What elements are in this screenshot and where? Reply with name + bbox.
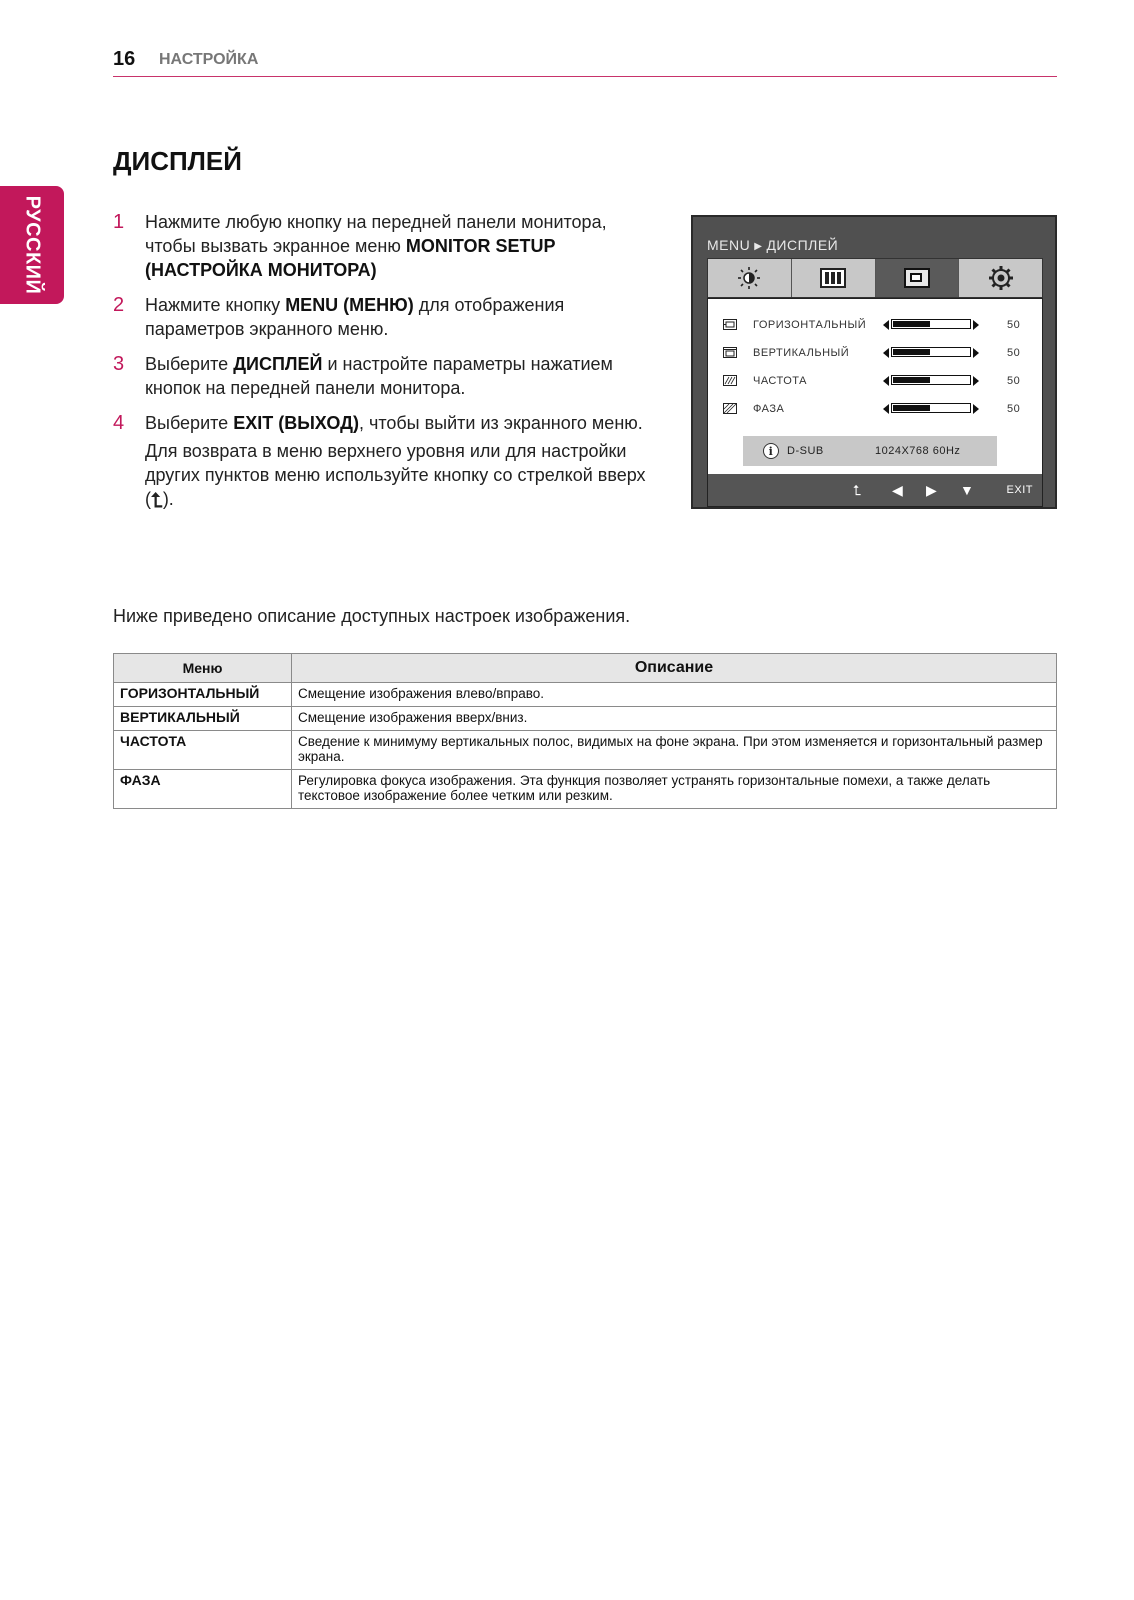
step-3 [113, 352, 653, 400]
page-title: ДИСПЛЕЙ [113, 146, 242, 176]
increase-arrow-icon[interactable] [973, 320, 979, 330]
decrease-arrow-icon[interactable] [883, 404, 889, 414]
step-1 [113, 210, 653, 282]
osd-resolution: 1024X768 60Hz [875, 445, 961, 457]
phase-icon [723, 403, 737, 414]
step-number: 1 [113, 211, 125, 233]
table-cell-description: Сведение к минимуму вертикальных полос, видимых на фоне экрана. При этом изменяется и горизонтальный размер экрана. [292, 731, 1057, 770]
step-bold-text: MENU (МЕНЮ) [285, 295, 414, 315]
table-cell-description: Регулировка фокуса изображения. Эта функция позволяет устранять горизонтальные помехи, а также делать текстовое изображение более четким или резким. [292, 770, 1057, 809]
info-icon: i [763, 443, 779, 459]
osd-row-label: ЧАСТОТА [753, 375, 807, 387]
osd-signal-info [743, 436, 997, 466]
table-cell-menu: ГОРИЗОНТАЛЬНЫЙ [114, 683, 292, 707]
intro-text: Ниже приведено описание доступных настроек изображения. [113, 606, 631, 626]
osd-level-fill [893, 405, 930, 411]
osd-level-fill [893, 377, 930, 383]
osd-level-bar[interactable] [891, 347, 971, 357]
step-text: Выберите [145, 413, 234, 433]
step-text: Нажмите кнопку [145, 295, 286, 315]
osd-row-horizontal [723, 318, 1023, 334]
osd-row-label: ФАЗА [753, 403, 785, 415]
language-side-tab [0, 186, 64, 304]
osd-breadcrumb-menu: MENU [707, 237, 751, 253]
table-row [114, 770, 1057, 809]
osd-row-phase [723, 402, 1023, 418]
step-2 [113, 293, 653, 341]
up-arrow-icon: ⮤ [151, 490, 163, 512]
step-text: Выберите [145, 354, 234, 374]
osd-row-label: ВЕРТИКАЛЬНЫЙ [753, 347, 850, 359]
vertical-icon [723, 347, 737, 358]
osd-level-bar[interactable] [891, 403, 971, 413]
osd-navigation-bar [707, 474, 1043, 507]
osd-exit-button[interactable]: EXIT [1006, 484, 1033, 496]
display-icon [904, 268, 930, 288]
osd-row-label: ГОРИЗОНТАЛЬНЫЙ [753, 319, 867, 331]
osd-input-source: D-SUB [787, 445, 824, 457]
column-header-description: Описание [292, 654, 1057, 683]
step-text: Нажмите любую кнопку на передней панели монитора, чтобы вызвать экранное меню [145, 212, 607, 256]
decrease-arrow-icon[interactable] [883, 348, 889, 358]
table-row [114, 707, 1057, 731]
settings-icon [988, 265, 1014, 291]
settings-description-table [113, 653, 1057, 809]
step-text: , чтобы выйти из экранного меню. [358, 413, 643, 433]
return-up-icon[interactable]: ⮤ [853, 482, 862, 498]
down-arrow-icon[interactable]: ▼ [960, 482, 974, 498]
osd-row-value: 50 [1007, 319, 1021, 331]
osd-breadcrumb [707, 237, 838, 253]
increase-arrow-icon[interactable] [973, 376, 979, 386]
step-number: 2 [113, 294, 125, 316]
page-number: 16 [113, 48, 136, 70]
osd-level-fill [893, 321, 930, 327]
osd-row-value: 50 [1007, 347, 1021, 359]
instruction-steps [113, 210, 653, 524]
osd-settings-panel [707, 298, 1043, 474]
table-cell-description: Смещение изображения вверх/вниз. [292, 707, 1057, 731]
step-number: 3 [113, 353, 125, 375]
section-title: НАСТРОЙКА [159, 51, 259, 68]
osd-level-bar[interactable] [891, 375, 971, 385]
table-row [114, 731, 1057, 770]
left-arrow-icon[interactable]: ◀ [892, 482, 903, 498]
increase-arrow-icon[interactable] [973, 404, 979, 414]
step-bold-text: MONITOR SETUP (НАСТРОЙКА МОНИТОРА) [145, 236, 556, 280]
osd-menu-illustration [691, 215, 1057, 509]
step-number: 4 [113, 412, 125, 434]
chevron-right-icon: ▶ [754, 241, 763, 252]
step-note-end: ). [162, 489, 174, 509]
column-header-menu: Меню [114, 654, 292, 683]
osd-breadcrumb-item: ДИСПЛЕЙ [766, 237, 839, 253]
table-cell-menu: ЧАСТОТА [114, 731, 292, 770]
osd-row-clock [723, 374, 1023, 390]
decrease-arrow-icon[interactable] [883, 376, 889, 386]
step-bold-text: EXIT (ВЫХОД) [233, 413, 359, 433]
table-row [114, 683, 1057, 707]
increase-arrow-icon[interactable] [973, 348, 979, 358]
osd-row-vertical [723, 346, 1023, 362]
osd-row-value: 50 [1007, 403, 1021, 415]
table-cell-menu: ФАЗА [114, 770, 292, 809]
clock-icon [723, 375, 737, 386]
right-arrow-icon[interactable]: ▶ [926, 482, 937, 498]
page-header [113, 46, 1057, 77]
table-cell-menu: ВЕРТИКАЛЬНЫЙ [114, 707, 292, 731]
horizontal-icon [723, 319, 737, 330]
brightness-icon [737, 266, 761, 290]
table-cell-description: Смещение изображения влево/вправо. [292, 683, 1057, 707]
decrease-arrow-icon[interactable] [883, 320, 889, 330]
step-4 [113, 411, 653, 513]
language-label: РУССКИЙ [21, 195, 44, 295]
step-bold-text: ДИСПЛЕЙ [233, 354, 323, 374]
osd-row-value: 50 [1007, 375, 1021, 387]
osd-level-bar[interactable] [891, 319, 971, 329]
osd-tabs [707, 258, 1043, 298]
step-text: для отображения параметров экранного меню. [145, 295, 565, 339]
tab-display[interactable] [876, 259, 960, 297]
step-note: Для возврата в меню верхнего уровня или для настройки других пунктов меню используйте кнопку со стрелкой вверх ( [145, 441, 646, 509]
osd-level-fill [893, 349, 930, 355]
table-header-row [114, 654, 1057, 683]
tab-settings[interactable] [959, 259, 1042, 297]
step-text: и настройте параметры нажатием кнопок на передней панели монитора. [145, 354, 613, 398]
picture-icon [820, 268, 846, 288]
tab-brightness[interactable] [708, 259, 792, 297]
tab-picture[interactable] [792, 259, 876, 297]
